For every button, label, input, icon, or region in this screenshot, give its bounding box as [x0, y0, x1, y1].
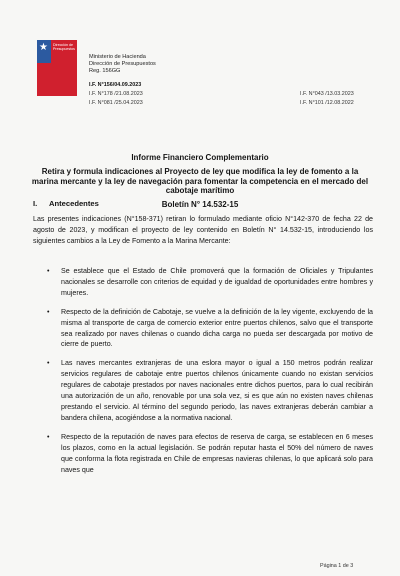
ref-current: I.F. N°156/04.09.2023: [89, 82, 142, 88]
list-item: • Respecto de la reputación de naves para efectos de reserva de carga, se establecen en 6 meses los plazos, como en la actual legislación. Se podrán reputar hasta el 50% del número de naves que conforma la flota registrada en Chile de empresas navieras chilenas, lo que aplicará solo para naves que: [47, 432, 373, 474]
report-type: Informe Financiero Complementario: [131, 153, 269, 162]
changes-list: [47, 266, 373, 483]
registry-code: Reg. 156GG: [89, 68, 121, 74]
ministry-header: [89, 54, 156, 75]
list-item: • Respecto de la definición de Cabotaje, se vuelve a la definición de la ley vigente, excluyendo de la misma al transporte de carga de comercio exterior entre puertos chilenos, salvo que el transporte sea realizado por naves chilenas o cuando dicha carga no pueda ser descargada por motivo de cierre de puerto.: [47, 307, 373, 349]
ref-previous-3: I.F. N°043 /13.03.2023: [300, 91, 354, 97]
bullet-icon: •: [47, 267, 50, 275]
directorate-name: Dirección de Presupuestos: [89, 61, 156, 67]
ref-previous-2: I.F. N°081 /25.04.2023: [89, 100, 143, 106]
list-item: • Las naves mercantes extranjeras de una eslora mayor o igual a 150 metros podrán realizar servicios regulares de cabotaje entre puertos chilenos únicamente cuando no existan servicios regulares de cabotaje prestados por naves nacionales entre dichos puertos, para lo cual recibirán una autorización de un año, renovable por una sola vez, si es que aún no existen naves chilenas prestando el servicio. Al término del segundo periodo, las naves extranjeras deberán cambiar a bandera chilena, acogiéndose a la normativa nacional.: [47, 359, 373, 422]
ref-previous-4: I.F. N°101 /12.08.2022: [300, 100, 354, 106]
star-icon: ★: [39, 42, 48, 53]
logo-label: Dirección de Presupuestos: [51, 40, 77, 63]
logo-red-block: [37, 63, 77, 96]
government-logo: [37, 40, 77, 96]
bulletin-number: Boletín N° 14.532-15: [161, 199, 239, 209]
bullet-icon: •: [47, 432, 50, 441]
section-title: Antecedentes: [49, 199, 99, 208]
ref-previous-1: I.F. N°178 /21.08.2023: [89, 91, 143, 97]
report-title: Retira y formula indicaciones al Proyecto de ley que modifica la ley de fomento a la marina mercante y la ley de navegación para fomentar la competencia en el mercado del cabotaje marítimo: [31, 167, 369, 195]
list-item: • Se establece que el Estado de Chile promoverá que la formación de Oficiales y Tripulantes nacionales se desarrolle con criterios de equidad y de igualdad de oportunidades entre hombres y mujeres.: [47, 267, 373, 297]
bullet-icon: •: [47, 307, 50, 316]
intro-paragraph: Las presentes indicaciones (N°158-371) retiran lo formulado mediante oficio N°142-370 de fecha 22 de agosto de 2023, y modifican el proyecto de ley contenido en Boletín N° 14.532-15, introduciendo los siguientes cambios a la Ley de Fomento a la Marina Mercante:: [33, 215, 373, 245]
page-number: Página 1 de 3: [320, 563, 354, 569]
bullet-icon: •: [47, 359, 50, 368]
ministry-name: Ministerio de Hacienda: [89, 54, 146, 60]
logo-blue-block: [37, 40, 51, 63]
section-heading: [33, 199, 99, 209]
section-number: I.: [33, 199, 38, 208]
